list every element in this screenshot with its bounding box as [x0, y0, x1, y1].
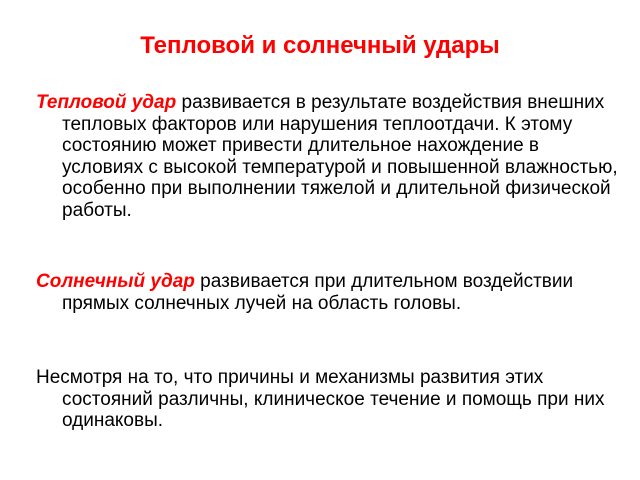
paragraph-sunstroke: [36, 271, 622, 314]
paragraph-heat-stroke-text: развивается в результате воздействия внешних тепловых факторов или нарушения теплоотдачи. К этому состоянию может привести длительное нахождение в условиях с высокой температурой и повышенной влажностью, особенно при выполнении тяжелой и длительной физической работы.: [62, 92, 618, 221]
paragraph-conclusion-text: Несмотря на то, что причины и механизмы развития этих состояний различны, клиническое течение и помощь при них одинаковы.: [36, 367, 605, 431]
paragraph-conclusion: [36, 367, 622, 432]
paragraph-sunstroke-text: развивается при длительном воздействии прямых солнечных лучей на область головы.: [62, 271, 574, 314]
slide-title: Тепловой и солнечный удары: [140, 32, 500, 59]
paragraph-heat-stroke: [36, 92, 622, 221]
term-sunstroke: Солнечный удар: [36, 271, 195, 292]
term-heat-stroke: Тепловой удар: [36, 92, 177, 113]
